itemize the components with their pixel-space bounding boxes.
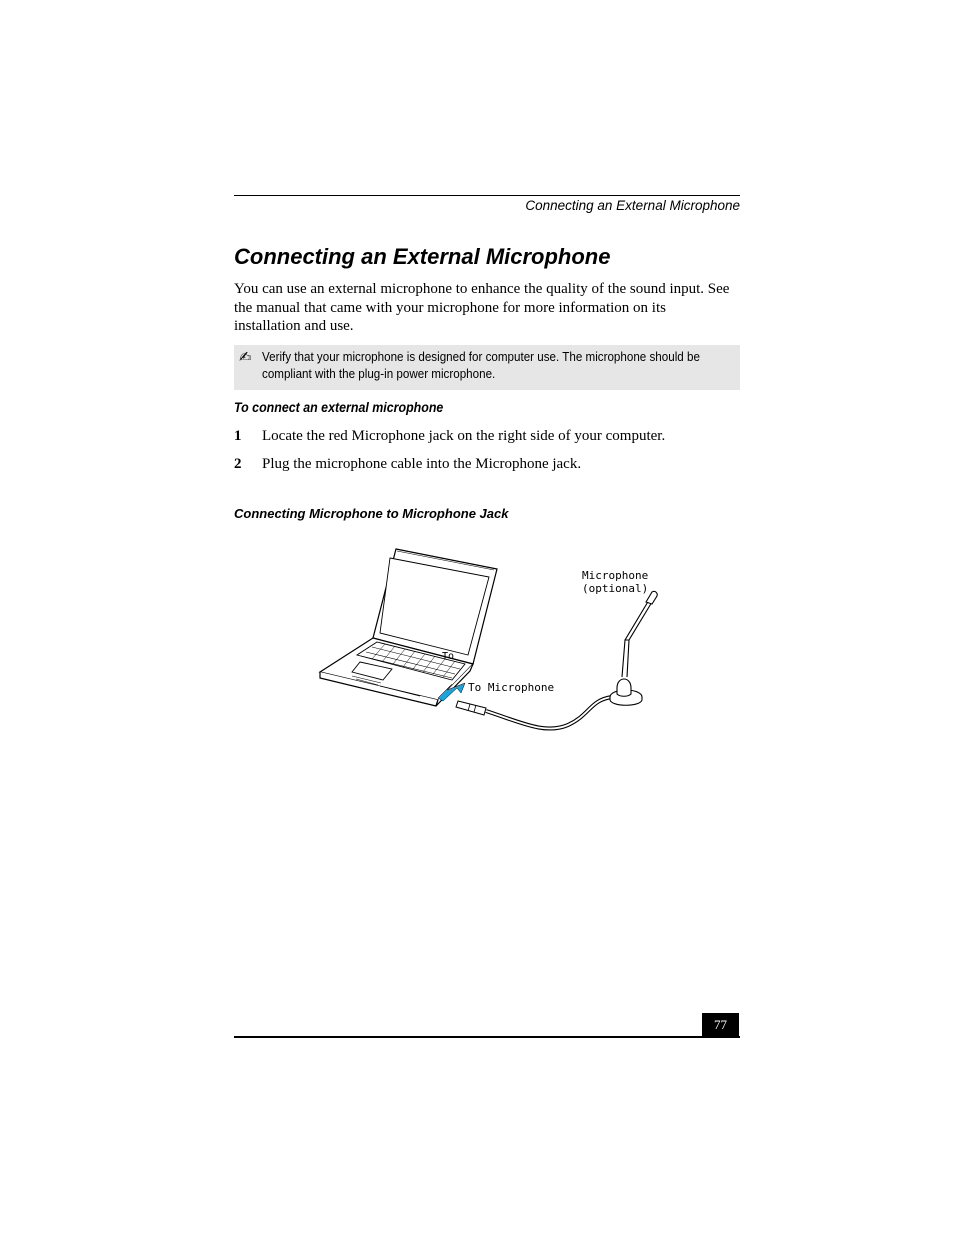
page-number: 77 bbox=[702, 1013, 739, 1037]
microphone-cable bbox=[456, 697, 612, 729]
microphone-illustration bbox=[610, 591, 657, 705]
note-pencil-icon: ✍ bbox=[239, 348, 252, 366]
note-text: Verify that your microphone is designed for computer use. The microphone should be compliant with the plug-in power microphone. bbox=[262, 350, 700, 381]
label-microphone bbox=[582, 569, 648, 595]
label-to-microphone: To Microphone bbox=[468, 681, 555, 694]
figure-caption: Connecting Microphone to Microphone Jack bbox=[234, 506, 509, 521]
page-title: Connecting an External Microphone bbox=[234, 244, 611, 269]
step-text: Plug the microphone cable into the Microphone jack. bbox=[262, 456, 582, 472]
step-number: 2 bbox=[234, 456, 242, 472]
intro-paragraph: You can use an external microphone to enhance the quality of the sound input. See the manual that came with your microphone for more information on its installation and use. bbox=[234, 281, 730, 334]
step-text: Locate the red Microphone jack on the right side of your computer. bbox=[262, 428, 666, 444]
label-microphone-line1: Microphone bbox=[582, 569, 649, 582]
procedure-heading: To connect an external microphone bbox=[234, 400, 444, 415]
step-number: 1 bbox=[234, 428, 242, 444]
label-to: To bbox=[442, 651, 455, 662]
label-microphone-line2: (optional) bbox=[582, 582, 649, 595]
running-header: Connecting an External Microphone bbox=[525, 198, 740, 213]
footer-rule bbox=[234, 1036, 740, 1038]
